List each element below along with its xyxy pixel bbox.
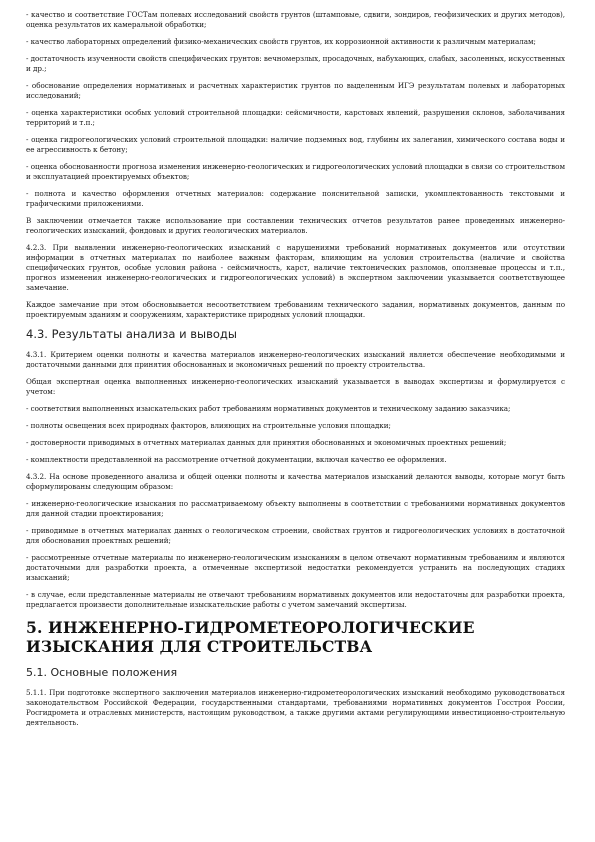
section-heading-5-1: 5.1. Основные положения	[26, 666, 178, 679]
list-item: - рассмотренные отчетные материалы по инженерно-геологическим изысканиям в целом отвечают нормативным требованиям и являются достаточными для разработки проекта, а отмеченные экспертизой недостатки рекомендуется устранить на последующих стадиях изысканий;	[26, 553, 565, 582]
list-item: - качество и соответствие ГОСТам полевых исследований свойств грунтов (штамповые, сдвиги, зондиров, геофизических и других методов), оценка результатов их камеральной обработки;	[26, 10, 565, 29]
list-item: - обоснование определения нормативных и расчетных характеристик грунтов по выделенным ИГЭ результатам полевых и лабораторных исследований;	[26, 81, 565, 100]
chapter-heading-5: 5. ИНЖЕНЕРНО-ГИДРОМЕТЕОРОЛОГИЧЕСКИЕ ИЗЫСКАНИЯ ДЛЯ СТРОИТЕЛЬСТВА	[26, 618, 475, 656]
list-item: - качество лабораторных определений физико-механических свойств грунтов, их коррозионной активности к различным материалам;	[26, 37, 536, 46]
list-item: - комплектности представленной на рассмотрение отчетной документации, включая качество ее оформления.	[26, 455, 447, 464]
list-item: - достоверности приводимых в отчетных материалах данных для принятия обоснованных и экономичных проектных решений;	[26, 438, 507, 447]
list-item: - соответствия выполненных изыскательских работ требованиям нормативных документов и техническому заданию заказчика;	[26, 404, 511, 413]
paragraph-4-3-1: 4.3.1. Критерием оценки полноты и качества материалов инженерно-геологических изысканий является обеспечение необходимыми и достаточными данными для принятия обоснованных и экономичных решений по проекту строительства.	[26, 350, 565, 369]
paragraph-4-2-3: 4.2.3. При выявлении инженерно-геологических изысканий с нарушениями требований нормативных документов или отсутствии информации в отчетных материалах по наиболее важным факторам, влияющим на условия строительства (наличие и свойства специфических грунтов, особые условия района - сейсмичность, карст, наличие тектонических разломов, оползневые процессы и т.п., прогноз изменения инженерно-геологических и гидрогеологических условий) в экспертном заключении указывается соответствующее замечание.	[26, 243, 565, 292]
list-item: - оценка характеристики особых условий строительной площадки: сейсмичности, карстовых явлений, разрушения склонов, заболачивания территорий и т.п.;	[26, 108, 565, 127]
list-item: - оценка гидрогеологических условий строительной площадки: наличие подземных вод, глубины их залегания, химического состава воды и ее агрессивность к бетону;	[26, 135, 565, 154]
list-item: - инженерно-геологические изыскания по рассматриваемому объекту выполнены в соответствии с требованиями нормативных документов для данной стадии проектирования;	[26, 499, 565, 518]
paragraph-4-3-2: 4.3.2. На основе проведенного анализа и общей оценки полноты и качества материалов изысканий делаются выводы, которые могут быть сформулированы следующим образом:	[26, 472, 565, 491]
list-item: - оценка обоснованности прогноза изменения инженерно-геологических и гидрогеологических условий площадки в связи со строительством и эксплуатацией проектируемых объектов;	[26, 162, 565, 181]
list-item: - полноты освещения всех природных факторов, влияющих на строительные условия площадки;	[26, 421, 391, 430]
section-heading-4-3: 4.3. Результаты анализа и выводы	[26, 327, 237, 341]
list-item: - приводимые в отчетных материалах данных о геологическом строении, свойствах грунтов и гидрогеологических условиях в достаточной для обоснования проектных решений;	[26, 526, 565, 545]
list-item: - полнота и качество оформления отчетных материалов: содержание пояснительной записки, укомплектованность текстовыми и графическими приложениями.	[26, 189, 565, 208]
list-item: - в случае, если представленные материалы не отвечают требованиям нормативных документов или недостаточны для разработки проекта, предлагается произвести дополнительные изыскательские работы с учетом замечаний экспертизы.	[26, 590, 565, 609]
list-item: - достаточность изученности свойств специфических грунтов: вечномерзлых, просадочных, набухающих, слабых, засоленных, искусственных и др.;	[26, 54, 565, 73]
paragraph-overall-assessment: Общая экспертная оценка выполненных инженерно-геологических изысканий указывается в выводах экспертизы и формулируется с учетом:	[26, 377, 565, 396]
paragraph-remark: Каждое замечание при этом обосновывается несоответствием требованиям технического задания, нормативных документов, данным по проектируемым зданиям и сооружениям, характеристике природных условий площадки.	[26, 300, 565, 319]
paragraph-5-1-1: 5.1.1. При подготовке экспертного заключения материалов инженерно-гидрометеорологических изысканий необходимо руководствоваться законодательством Российской Федерации, государственными стандартами, требованиями нормативных документов Госстроя России, Росгидромета и отраслевых министерств, настоящим руководством, а также другими актами регулирующими инвестиционно-строительную деятельность.	[26, 688, 565, 727]
paragraph-conclusion-note: В заключении отмечается также использование при составлении технических отчетов результатов ранее проведенных инженерно-геологических изысканий, фондовых и других геологических материалов.	[26, 216, 565, 235]
